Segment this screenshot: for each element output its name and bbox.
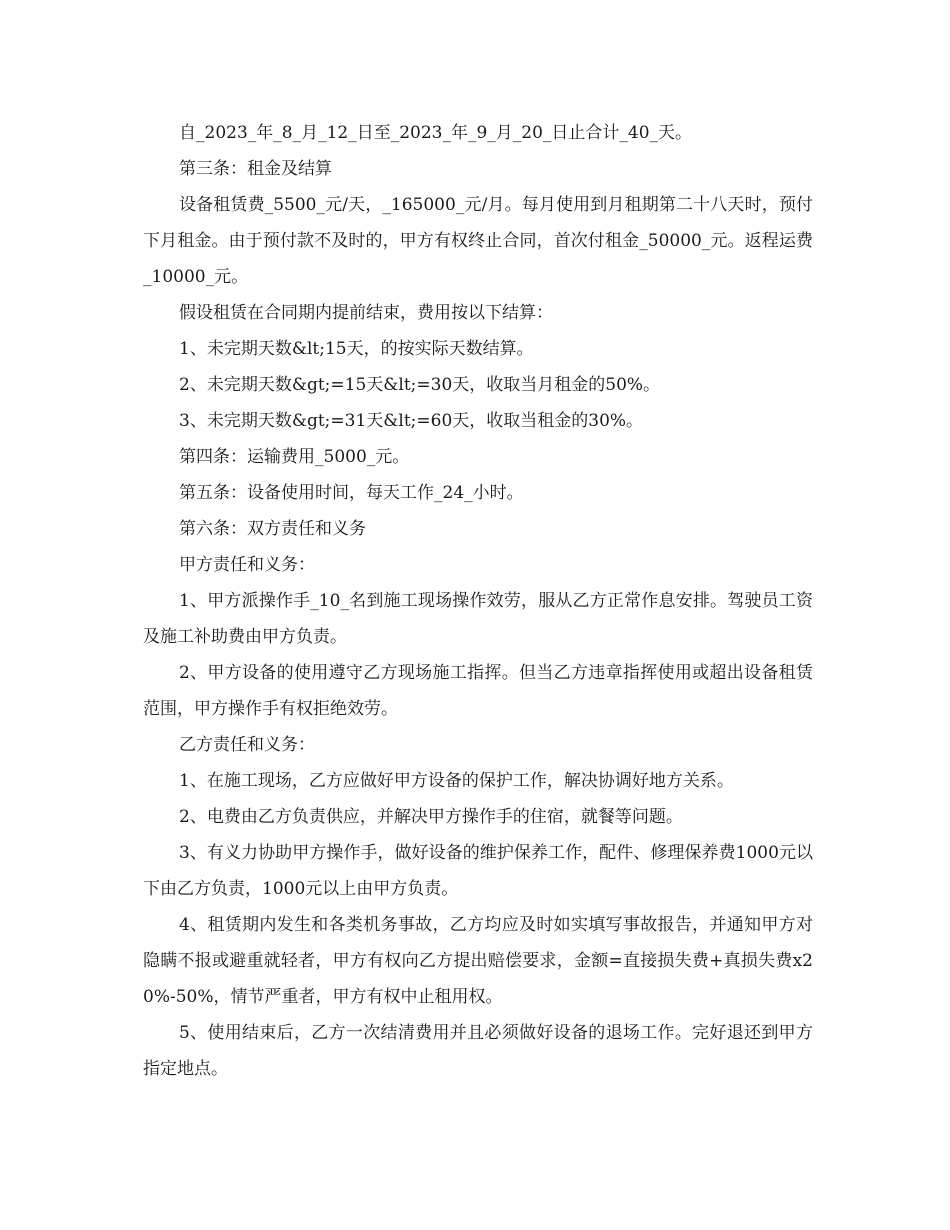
list-item-party-b-5: 5、使用结束后，乙方一次结清费用并且必须做好设备的退场工作。完好退还到甲方指定地点。 <box>143 1023 813 1079</box>
paragraph-rent-terms: 设备租赁费_5500_元/天，_165000_元/月。每月使用到月租期第二十八天时，预付下月租金。由于预付款不及时的，甲方有权终止合同，首次付租金_50000_元。返程运费_10000_元。 <box>143 195 813 287</box>
subheading-party-a-duties: 甲方责任和义务： <box>179 555 315 575</box>
list-item-party-b-3: 3、有义力协助甲方操作手，做好设备的维护保养工作，配件、修理保养费1000元以下由乙方负责，1000元以上由甲方负责。 <box>143 843 813 899</box>
list-item-party-b-4: 4、租赁期内发生和各类机务事故，乙方均应及时如实填写事故报告，并通知甲方对隐瞒不报或避重就轻者，甲方有权向乙方提出赔偿要求，金额=直接损失费+真损失费x20%-50%，情节严重者，甲方有权中止租用权。 <box>143 915 813 1007</box>
list-item-party-b-2: 2、电费由乙方负责供应，并解决甲方操作手的住宿，就餐等问题。 <box>179 807 683 827</box>
paragraph-rental-period: 自_2023_年_8_月_12_日至_2023_年_9_月_20_日止合计_40_天。 <box>179 123 693 143</box>
heading-article-4: 第四条：运输费用_5000_元。 <box>179 447 410 467</box>
list-item-termination-3: 3、未完期天数&gt;=31天&lt;=60天，收取当租金的30%。 <box>179 411 644 431</box>
heading-article-6: 第六条：双方责任和义务 <box>179 519 366 539</box>
list-item-party-a-1: 1、甲方派操作手_10_名到施工现场操作效劳，服从乙方正常作息安排。驾驶员工资及施工补助费由甲方负责。 <box>143 591 813 647</box>
paragraph-early-termination: 假设租赁在合同期内提前结束，费用按以下结算： <box>179 303 553 323</box>
heading-article-3: 第三条：租金及结算 <box>179 159 332 179</box>
list-item-party-b-1: 1、在施工现场，乙方应做好甲方设备的保护工作，解决协调好地方关系。 <box>179 771 734 791</box>
list-item-termination-1: 1、未完期天数&lt;15天，的按实际天数结算。 <box>179 339 534 359</box>
subheading-party-b-duties: 乙方责任和义务： <box>179 735 315 755</box>
document-body <box>143 115 813 1087</box>
list-item-party-a-2: 2、甲方设备的使用遵守乙方现场施工指挥。但当乙方违章指挥使用或超出设备租赁范围，甲方操作手有权拒绝效劳。 <box>143 663 813 719</box>
heading-article-5: 第五条：设备使用时间，每天工作_24_小时。 <box>179 483 524 503</box>
list-item-termination-2: 2、未完期天数&gt;=15天&lt;=30天，收取当月租金的50%。 <box>179 375 661 395</box>
